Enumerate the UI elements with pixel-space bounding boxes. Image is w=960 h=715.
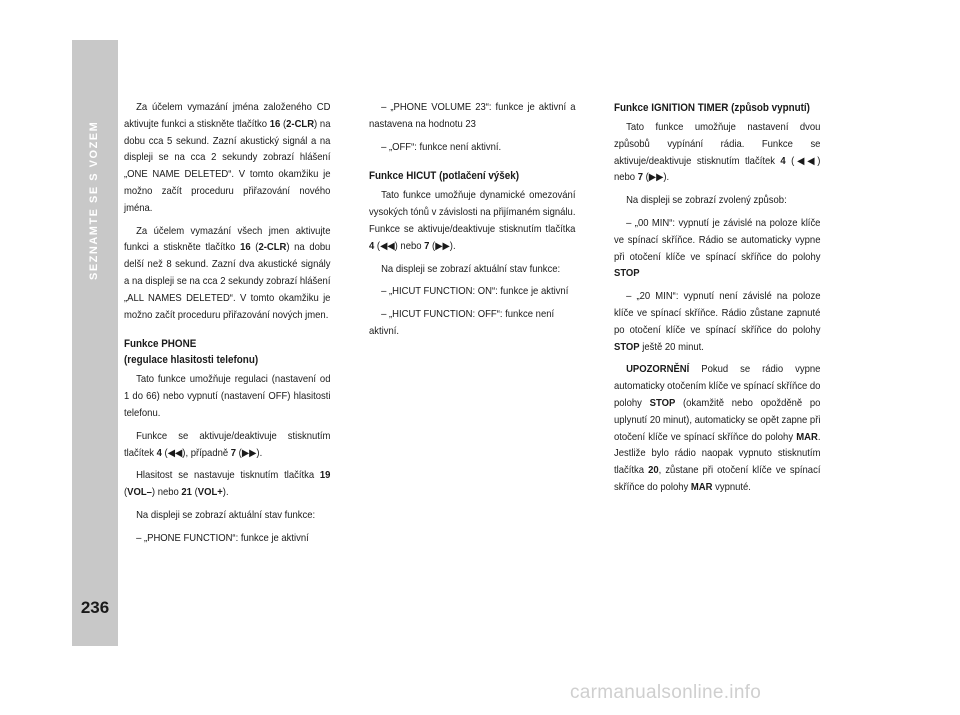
- bold-run: MAR: [796, 431, 818, 443]
- bold-run: 16: [240, 242, 251, 254]
- bold-run: STOP: [649, 397, 676, 409]
- list-item-00-min: – „00 MIN“: vypnutí je závislé na poloze klíče ve spínací skříňce. Rádio se automaticky vypne při otočení klíče ve spínací skříňce do polohy STOP: [614, 217, 821, 280]
- column-left: [124, 100, 330, 554]
- list-item-off: – „OFF“: funkce není aktivní.: [381, 141, 502, 153]
- paragraph-phone-toggle: Funkce se aktivuje/deaktivuje stisknutím tlačítek 4 (◀◀), případně 7 (▶▶).: [124, 430, 331, 459]
- paragraph-phone-display: Na displeji se zobrazí aktuální stav funkce:: [136, 509, 316, 521]
- list-item-hicut-off: – „HICUT FUNCTION: OFF“: funkce není aktivní.: [369, 309, 555, 337]
- list-item-hicut-on: – „HICUT FUNCTION: ON“: funkce je aktivní: [381, 286, 569, 298]
- paragraph-phone-volume: Hlasitost se nastavuje tisknutím tlačítka 19 (VOL–) nebo 21 (VOL+).: [124, 470, 331, 499]
- bold-run: 20: [648, 465, 659, 477]
- bold-run: 2-CLR: [286, 118, 315, 130]
- heading-phone-title: Funkce PHONE: [124, 338, 197, 351]
- column-middle: [369, 100, 575, 347]
- paragraph-delete-all-names: Za účelem vymazání všech jmen aktivujte funkci a stiskněte tlačítko 16 (2-CLR) na dobu delší než 8 sekund. Zazní dva akustické signály a na displeji se na cca 2 sekundy zobrazí hlášení „ALL NAMES DELETED“. V tomto okamžiku je možno začít proceduru přiřazování nových jmen.: [124, 225, 331, 321]
- list-item-phone-function: – „PHONE FUNCTION“: funkce je aktivní: [136, 532, 309, 544]
- bold-run: 21: [181, 487, 192, 499]
- heading-hicut: Funkce HICUT (potlačení výšek): [369, 170, 520, 183]
- bold-run: STOP: [614, 341, 640, 353]
- paragraph-warning: UPOZORNĚNÍ Pokud se rádio vypne automaticky otočením klíče ve spínací skříňce do polohy STOP (okamžitě nebo opožděně po uplynutí 20 minut), automaticky se opět zapne při otočení klíče ve spínací skříňce do polohy MAR. Jestliže bylo rádio naopak vypnuto stisknutím tlačítka 20, zůstane při otočení klíče ve spínací skříňce do polohy MAR vypnuté.: [614, 364, 821, 493]
- bold-run: 4: [369, 240, 375, 252]
- section-title: SEZNAMTE SE S VOZEM: [88, 120, 100, 280]
- bold-run: ◀◀: [167, 447, 183, 459]
- bold-run: ▶▶: [435, 240, 450, 252]
- paragraph-ignition-desc: Tato funkce umožňuje nastavení dvou způsobů vypínání rádia. Funkce se aktivuje/deaktivuje stisknutím tlačítek 4 (◀◀) nebo 7 (▶▶).: [614, 122, 821, 184]
- paragraph-delete-one-name: Za účelem vymazání jména založeného CD aktivujte funkci a stiskněte tlačítko 16 (2-CLR) na dobu cca 5 sekund. Zazní akustický signál a na displeji se na cca 2 sekundy zobrazí hlášení „ONE NAME DELETED“. V tomto okamžiku je možno začít proceduru přiřazování nového jména.: [124, 102, 331, 214]
- bold-run: ◀◀: [794, 155, 818, 167]
- paragraph-hicut-desc: Tato funkce umožňuje dynamické omezování vysokých tónů v závislosti na přijímaném signálu. Funkce se aktivuje/deaktivuje stisknutím tlačítka 4 (◀◀) nebo 7 (▶▶).: [369, 190, 576, 252]
- paragraph-ignition-display: Na displeji se zobrazí zvolený způsob:: [626, 195, 787, 207]
- bold-run: 19: [319, 470, 331, 482]
- bold-run: 4: [780, 155, 786, 167]
- list-item-phone-volume: – „PHONE VOLUME 23“: funkce je aktivní a nastavena na hodnotu 23: [369, 102, 576, 130]
- bold-run: ▶▶: [648, 172, 664, 184]
- bold-run: STOP: [614, 268, 640, 280]
- page-number: 236: [80, 598, 110, 617]
- bold-run: 7: [424, 240, 430, 252]
- bold-run: UPOZORNĚNÍ: [626, 364, 690, 376]
- bold-run: ▶▶: [241, 447, 257, 459]
- list-item-20-min: – „20 MIN“: vypnutí není závislé na poloze klíče ve spínací skříňce. Rádio zůstane zapnuté po otočení klíče ve spínací skříňce do polohy STOP ještě 20 minut.: [614, 291, 821, 353]
- bold-run: 16: [269, 118, 281, 130]
- bold-run: ◀◀: [380, 240, 395, 252]
- bold-run: VOL–: [127, 487, 152, 499]
- heading-ignition-timer: Funkce IGNITION TIMER (způsob vypnutí): [614, 102, 810, 114]
- bold-run: VOL+: [197, 487, 223, 499]
- watermark-text: carmanualsonline.info: [570, 682, 762, 703]
- bold-run: 7: [637, 172, 643, 184]
- column-right: [614, 100, 820, 503]
- bold-run: 4: [156, 447, 162, 459]
- heading-phone-subtitle: (regulace hlasitosti telefonu): [124, 354, 259, 367]
- bold-run: MAR: [690, 481, 713, 493]
- paragraph-phone-desc: Tato funkce umožňuje regulaci (nastavení od 1 do 66) nebo vypnutí (nastavení OFF) hlasitosti telefonu.: [124, 374, 331, 419]
- bold-run: 7: [230, 447, 237, 459]
- paragraph-hicut-display: Na displeji se zobrazí aktuální stav funkce:: [381, 263, 561, 275]
- bold-run: 2-CLR: [258, 242, 287, 254]
- heading-phone: [124, 336, 330, 368]
